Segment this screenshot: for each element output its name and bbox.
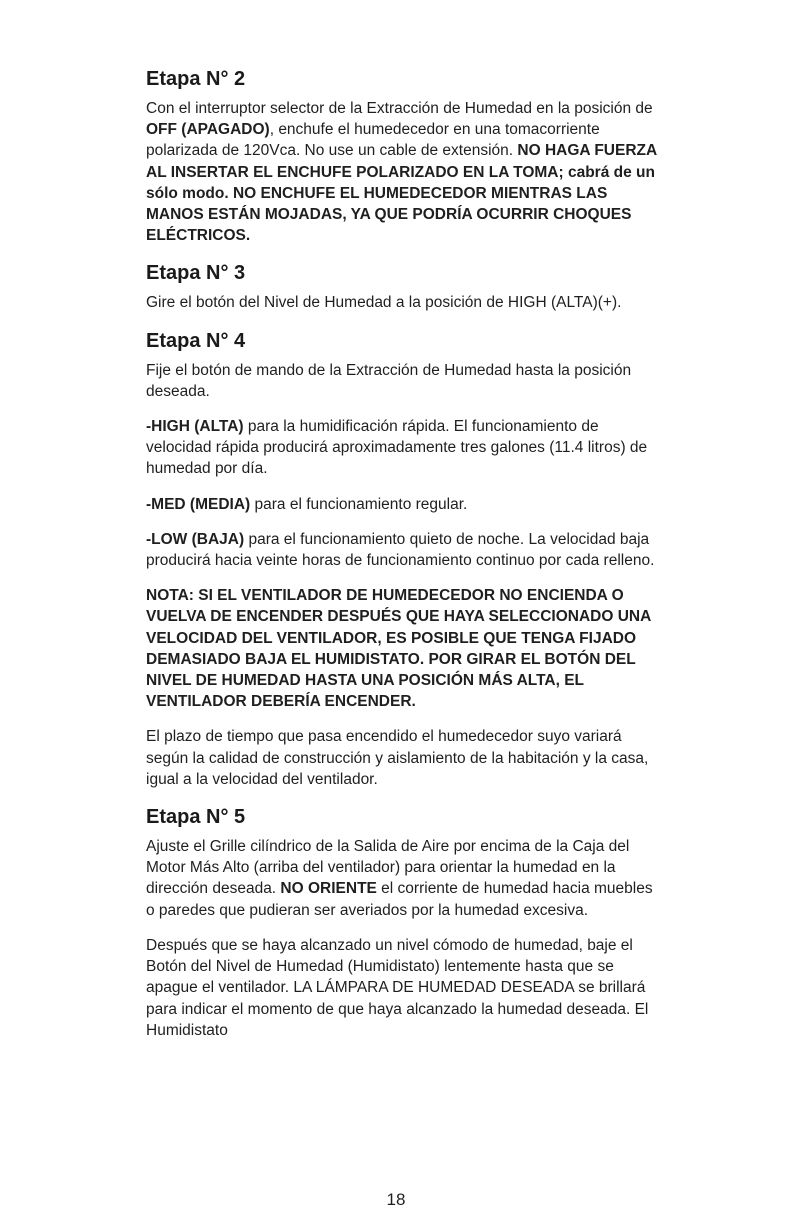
step-2-off-label: OFF (APAGADO)	[146, 121, 270, 139]
step-2-heading: Etapa N° 2	[146, 68, 246, 90]
step-4-paragraph: Fije el botón de mando de la Extracción de Humedad hasta la posición deseada.	[146, 361, 632, 400]
step-5-heading: Etapa N° 5	[146, 806, 246, 829]
step-4-high-paragraph	[146, 416, 658, 480]
page-number: 18	[386, 1190, 406, 1209]
page-content	[146, 66, 658, 1055]
med-label: -MED (MEDIA)	[146, 495, 251, 513]
high-label: -HIGH (ALTA)	[146, 418, 244, 436]
step-5-text-1: Ajuste el Grille cilíndrico de la Salida de Aire por encima de la Caja del Motor Más Alto (arriba del ventilador) para orientar la humedad en la dirección deseada.	[146, 838, 630, 898]
step-2-warning: NO HAGA FUERZA AL INSERTAR EL ENCHUFE POLARIZADO EN LA TOMA; cabrá de un sólo modo. NO ENCHUFE EL HUMEDECEDOR MIENTRAS LAS MANOS ESTÁN MOJADAS, YA QUE PODRÍA OCURRIR CHOQUES ELÉCTRICOS.	[146, 142, 657, 245]
step-3-paragraph: Gire el botón del Nivel de Humedad a la posición de HIGH (ALTA)(+).	[146, 294, 622, 312]
step-4-low-paragraph	[146, 529, 658, 571]
step-4-med-paragraph	[146, 494, 658, 515]
step-2-paragraph	[146, 98, 658, 246]
step-4-heading: Etapa N° 4	[146, 329, 246, 352]
low-text: para el funcionamiento quieto de noche. La velocidad baja producirá hacia veinte horas de funcionamiento continuo por cada relleno.	[146, 530, 655, 570]
med-text: para el funcionamiento regular.	[250, 495, 468, 513]
step-5-paragraph-2: Después que se haya alcanzado un nivel cómodo de humedad, baje el Botón del Nivel de Humedad (Humidistato) lentemente hasta que se apague el ventilador. LA LÁMPARA DE HUMEDAD DESEADA se brillará para indicar el momento de que haya alcanzado la humedad deseada. El Humidistato	[146, 936, 649, 1039]
step-3-heading: Etapa N° 3	[146, 262, 246, 285]
high-text: para la humidificación rápida. El funcionamiento de velocidad rápida producirá aproximadamente tres galones (11.4 litros) de humedad por día.	[146, 418, 648, 478]
step-5-no-oriente: NO ORIENTE	[280, 880, 377, 898]
step-5-text-2: el corriente de humedad hacia muebles o paredes que pudieran ser averiados por la humedad excesiva.	[146, 880, 653, 919]
step-5-paragraph	[146, 836, 658, 921]
step-4-note: NOTA: SI EL VENTILADOR DE HUMEDECEDOR NO ENCIENDA O VUELVA DE ENCENDER DESPUÉS QUE HAYA SELECCIONADO UNA VELOCIDAD DEL VENTILADOR, ES POSIBLE QUE TENGA FIJADO DEMASIADO BAJA EL HUMIDISTATO. POR GIRAR EL BOTÓN DEL NIVEL DE HUMEDAD HASTA UNA POSICIÓN MÁS ALTA, EL VENTILADOR DEBERÍA ENCENDER.	[146, 587, 651, 711]
step-2-text-1: Con el interruptor selector de la Extracción de Humedad en la posición de	[146, 100, 653, 117]
low-label: -LOW (BAJA)	[146, 530, 245, 548]
step-2-text-2: , enchufe el humedecedor en una tomacorriente polarizada de 120Vca. No use un cable de extensión.	[146, 121, 600, 160]
step-4-duration-paragraph: El plazo de tiempo que pasa encendido el humedecedor suyo variará según la calidad de construcción y aislamiento de la habitación y la casa, igual a la velocidad del ventilador.	[146, 728, 649, 788]
